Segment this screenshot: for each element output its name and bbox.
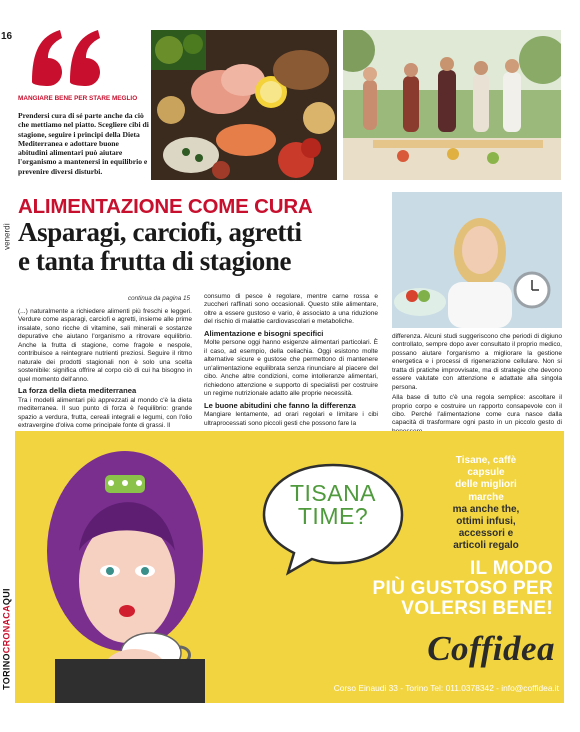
paragraph: consumo di pesce è regolare, mentre carne rossa e zuccheri raffinati sono occasionali. Questo stile alimentare, oltre a essere gustoso e vario, è associato a una riduzione del rischio di malattie cardiovascolari e metaboliche.	[204, 293, 378, 326]
food-photo	[151, 30, 337, 180]
ad-slogan	[285, 559, 553, 619]
slogan-line: PIÙ GUSTOSO PER	[372, 577, 553, 599]
page-number: 16	[1, 31, 13, 42]
side-brand-c: QUI	[1, 588, 12, 606]
subheading: Le buone abitudini che fanno la differenza	[204, 400, 356, 410]
quote-label: MANGIARE BENE PER STARE MEGLIO	[18, 95, 138, 102]
headline-line-1: Asparagi, carciofi, agretti	[18, 217, 302, 247]
paragraph: Molte persone oggi hanno esigenze alimentari particolari. È il caso, ad esempio, della celiachia. Oggi esistono molte alternative sicure e gustose che permettono di mantenere un'alimentazione equilibrata senza rinunciare al piacere del cibo. Anche altre condizioni, come intolleranze alimentari, richiedono attenzione e supporto di specialisti per costruire un regime nutrizionale adatto alle proprie necessità.	[204, 339, 378, 398]
slogan-line: VOLERSI BENE!	[401, 597, 553, 619]
ad-contact-address[interactable]: Corso Einaudi 33 - Torino Tel: 011.0378342 - info@coffidea.it	[333, 683, 559, 693]
paragraph: (...) naturalmente a richiedere alimenti più freschi e leggeri. Verdure come asparagi, carciofi e agretti, insieme alle prime insalate, sono ricche di vitamine, sali minerali e sostanze depurative che aiutano l'organismo a ritrovare equilibrio. Anche la frutta di stagione, come fragole e nespole, contribuisce a reintegrare nutrienti preziosi. Seguire il ritmo naturale dei prodotti stagionali non è solo una scelta sostenibile: significa offrire al corpo ciò di cui ha bisogno in quel momento dell'anno.	[18, 308, 192, 383]
copy-line: marche	[468, 491, 504, 503]
brand-logo: Coffidea	[427, 629, 555, 668]
copy-line: ma anche the,	[452, 503, 520, 515]
copy-line: Tisane, caffè	[455, 455, 517, 466]
copy-line: articoli regalo	[453, 540, 519, 552]
copy-line: delle migliori	[455, 479, 517, 491]
woman-photo	[392, 192, 562, 328]
continued-note: continua da pagina 15	[128, 295, 190, 302]
subheading: La forza della dieta mediterranea	[18, 385, 137, 395]
pinup-woman-illustration	[15, 431, 245, 703]
side-brand	[0, 568, 12, 718]
article-column-3	[392, 333, 562, 438]
article-kicker: ALIMENTAZIONE COME CURA	[18, 195, 313, 218]
paragraph: Alla base di tutto c'è una regola semplice: ascoltare il proprio corpo e costruire un rapporto consapevole con il cibo. Perché l'alimentazione come cura nasce dalla capacità di trasformare ogni pasto in un piccolo gesto di	[392, 394, 562, 427]
party-photo	[343, 30, 561, 180]
ad-product-copy	[421, 455, 551, 553]
copy-line: ottimi infusi,	[456, 515, 516, 527]
paragraph: Mangiare lentamente, ad orari regolari e limitare i cibi ultraprocessati sono piccoli gesti che possono fare la	[204, 411, 378, 427]
bubble-text	[258, 482, 408, 529]
headline-line-2: e tanta frutta di stagione	[18, 245, 292, 276]
slogan-line: IL MODO	[469, 558, 553, 579]
quote-mark-icon	[26, 22, 106, 92]
paragraph: Tra i modelli alimentari più apprezzati al mondo c'è la dieta mediterranea. Il suo punto di forza è l'equilibrio: grande spazio a verdura, frutta, cereali integrali e legumi, con l'olio extravergine d'oliva come principale fonte di grassi. Il	[18, 396, 192, 429]
bubble-line-2: TIME?	[297, 503, 369, 530]
side-brand-b: CRONACA	[1, 605, 12, 654]
article-column-2	[204, 293, 378, 430]
coffidea-advertisement[interactable]	[15, 431, 564, 703]
article-headline	[18, 218, 388, 275]
article-column-1	[18, 308, 192, 432]
quote-text: Prendersi cura di sé parte anche da ciò che mettiamo nel piatto. Scegliere cibi di stagione, seguire i principi della Dieta Mediterranea e adottare buone abitudini alimentari può aiutare l'organismo a mantenersi in equilibrio e prevenire diversi disturbi.	[18, 111, 149, 176]
copy-line: accessori e	[458, 528, 514, 540]
side-day-label: venerdì	[2, 223, 12, 250]
side-brand-a: TORINO	[1, 653, 12, 690]
subheading: Alimentazione e bisogni specifici	[204, 328, 324, 338]
bubble-line-1: TISANA	[289, 480, 377, 506]
copy-line: capsule	[467, 467, 505, 479]
paragraph: differenza. Alcuni studi suggeriscono che periodi di digiuno controllato, sempre dopo aver consultato il proprio medico, possano aiutare l'organismo a migliorare la gestione energetica e i processi di rigenerazione cellulare. Non si tratta di pratiche improvvisate, ma di strategie che devono essere valutate con attenzione e adattate alla singola persona.	[392, 333, 562, 391]
